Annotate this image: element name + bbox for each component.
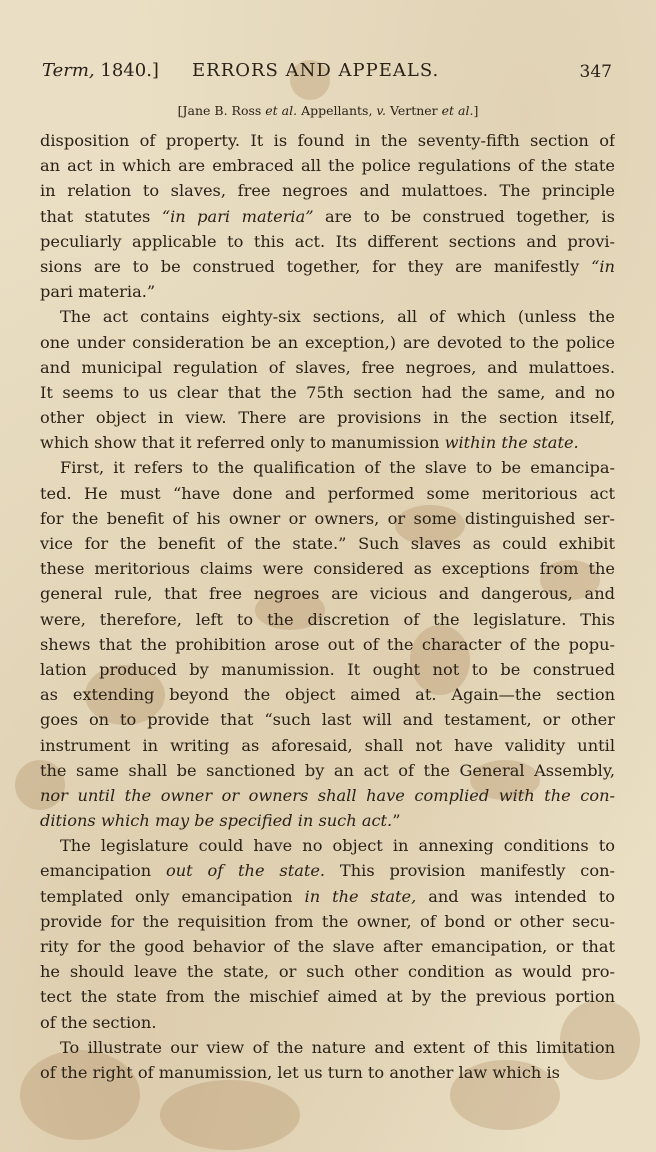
text-line bbox=[40, 506, 615, 531]
text-segment: goes on to provide that “such last will and testament, or other bbox=[40, 710, 615, 730]
text-segment: he should leave the state, or such other condition as would pro- bbox=[40, 962, 615, 982]
text-line bbox=[40, 733, 615, 758]
text-line bbox=[40, 556, 615, 581]
text-segment: nor until the owner or owners shall have complied with the con- bbox=[40, 785, 615, 805]
text-line bbox=[40, 279, 615, 304]
subheading-part: et al. bbox=[441, 103, 474, 118]
text-segment: and municipal regulation of slaves, free negroes, and mulattoes. bbox=[40, 357, 615, 377]
text-segment: an act in which are embraced all the police regulations of the state bbox=[40, 156, 615, 176]
text-segment: instrument in writing as aforesaid, shall not have validity until bbox=[40, 735, 615, 755]
text-line bbox=[40, 581, 615, 606]
text-segment: vice for the benefit of the state.” Such slaves as could exhibit bbox=[40, 534, 615, 553]
text-line bbox=[40, 1010, 615, 1035]
header-term-year: 1840.] bbox=[100, 60, 159, 81]
text-segment: in relation to slaves, free negroes and mulattoes. The principle bbox=[40, 181, 615, 201]
text-line bbox=[40, 959, 615, 984]
header-title: ERRORS AND APPEALS. bbox=[192, 60, 440, 81]
text-segment: out of the state. bbox=[165, 861, 326, 881]
text-line bbox=[40, 128, 615, 153]
text-line bbox=[40, 884, 615, 909]
text-segment: are to be construed together, is bbox=[313, 206, 615, 226]
subheading-part: ] bbox=[473, 103, 479, 118]
text-segment: ditions which may be specified in such act. bbox=[40, 811, 393, 831]
text-line bbox=[40, 808, 615, 833]
text-segment: and was intended to bbox=[416, 886, 615, 906]
text-line bbox=[40, 178, 615, 203]
header-term bbox=[42, 60, 159, 81]
text-line bbox=[40, 229, 615, 254]
text-segment: templated only emancipation bbox=[40, 886, 305, 906]
text-line bbox=[40, 153, 615, 178]
text-line bbox=[40, 1060, 615, 1085]
text-line bbox=[40, 355, 615, 380]
text-line bbox=[40, 430, 615, 455]
body-text bbox=[40, 128, 615, 1085]
text-segment: one under consideration be an exception,) are devoted to the police bbox=[40, 332, 615, 352]
text-segment: This provision manifestly con- bbox=[325, 861, 615, 881]
text-line bbox=[40, 833, 615, 858]
text-segment: pari materia.” bbox=[40, 282, 156, 302]
text-segment: provide for the requisition from the owner, of bond or other secu- bbox=[40, 911, 615, 931]
text-segment: ted. He must “have done and performed some meritorious act bbox=[40, 483, 615, 503]
text-segment: “in pari materia” bbox=[161, 206, 314, 226]
text-segment: disposition of property. It is found in the seventy-fifth section of bbox=[40, 131, 615, 150]
subheading-part: Vertner bbox=[385, 103, 442, 118]
text-segment: that statutes bbox=[40, 206, 162, 226]
text-line bbox=[40, 607, 615, 632]
text-line bbox=[40, 405, 615, 430]
text-line bbox=[40, 682, 615, 707]
text-line bbox=[40, 531, 615, 556]
text-segment: rity for the good behavior of the slave after emancipation, or that bbox=[40, 937, 615, 956]
text-segment: these meritorious claims were considered as exceptions from the bbox=[40, 559, 615, 579]
text-line bbox=[40, 909, 615, 934]
text-segment: as extending beyond the object aimed at. Again—the section bbox=[40, 685, 615, 705]
text-line bbox=[40, 984, 615, 1009]
text-segment: ” bbox=[392, 811, 401, 831]
text-line bbox=[40, 657, 615, 682]
text-line bbox=[40, 304, 615, 329]
text-line bbox=[40, 783, 615, 808]
text-segment: of the right of manumission, let us turn to another law which is bbox=[40, 1062, 560, 1082]
text-line bbox=[40, 758, 615, 783]
running-header bbox=[42, 60, 612, 88]
text-line bbox=[40, 858, 615, 883]
text-segment: tect the state from the mischief aimed at by the previous portion bbox=[40, 987, 615, 1007]
subheading-part: Appellants, bbox=[297, 103, 377, 118]
text-segment: First, it refers to the qualification of the slave to be emancipa- bbox=[60, 458, 615, 478]
subheading-part: et al. bbox=[265, 103, 298, 118]
text-line bbox=[40, 204, 615, 229]
text-segment: the same shall be sanctioned by an act of the General Assembly, bbox=[40, 760, 615, 780]
text-segment: other object in view. There are provisions in the section itself, bbox=[40, 408, 615, 428]
case-subheading bbox=[0, 103, 656, 118]
text-segment: for the benefit of his owner or owners, or some distinguished ser- bbox=[40, 508, 615, 528]
subheading-part: [Jane B. Ross bbox=[177, 103, 266, 118]
text-segment: were, therefore, left to the discretion of the legislature. This bbox=[40, 609, 615, 629]
page-number: 347 bbox=[579, 62, 612, 82]
header-term-word: Term, bbox=[42, 60, 95, 81]
text-segment: “in bbox=[591, 256, 615, 276]
text-segment: general rule, that free negroes are vicious and dangerous, and bbox=[40, 584, 615, 604]
text-line bbox=[40, 1035, 615, 1060]
text-segment: of the section. bbox=[40, 1012, 157, 1032]
text-segment: emancipation bbox=[40, 861, 166, 881]
text-segment: which show that it referred only to manumission bbox=[40, 433, 445, 453]
text-line bbox=[40, 632, 615, 657]
subheading-part: v. bbox=[376, 103, 386, 118]
text-line bbox=[40, 481, 615, 506]
text-line bbox=[40, 330, 615, 355]
text-segment: It seems to us clear that the 75th section had the same, and no bbox=[40, 382, 615, 402]
text-segment: shews that the prohibition arose out of the character of the popu- bbox=[40, 634, 615, 654]
text-line bbox=[40, 380, 615, 405]
text-line bbox=[40, 707, 615, 732]
text-segment: sions are to be construed together, for they are manifestly bbox=[40, 256, 592, 276]
text-segment: To illustrate our view of the nature and extent of this limitation bbox=[60, 1037, 615, 1057]
text-segment: The act contains eighty-six sections, all of which (unless the bbox=[60, 307, 615, 327]
text-line bbox=[40, 455, 615, 480]
text-segment: peculiarly applicable to this act. Its different sections and provi- bbox=[40, 231, 615, 251]
text-segment: lation produced by manumission. It ought not to be construed bbox=[40, 659, 615, 679]
text-segment: in the state, bbox=[304, 886, 417, 906]
text-segment: The legislature could have no object in annexing conditions to bbox=[60, 836, 615, 856]
text-segment: within the state. bbox=[444, 433, 579, 453]
text-line bbox=[40, 934, 615, 959]
text-line bbox=[40, 254, 615, 279]
stain bbox=[160, 1080, 300, 1150]
